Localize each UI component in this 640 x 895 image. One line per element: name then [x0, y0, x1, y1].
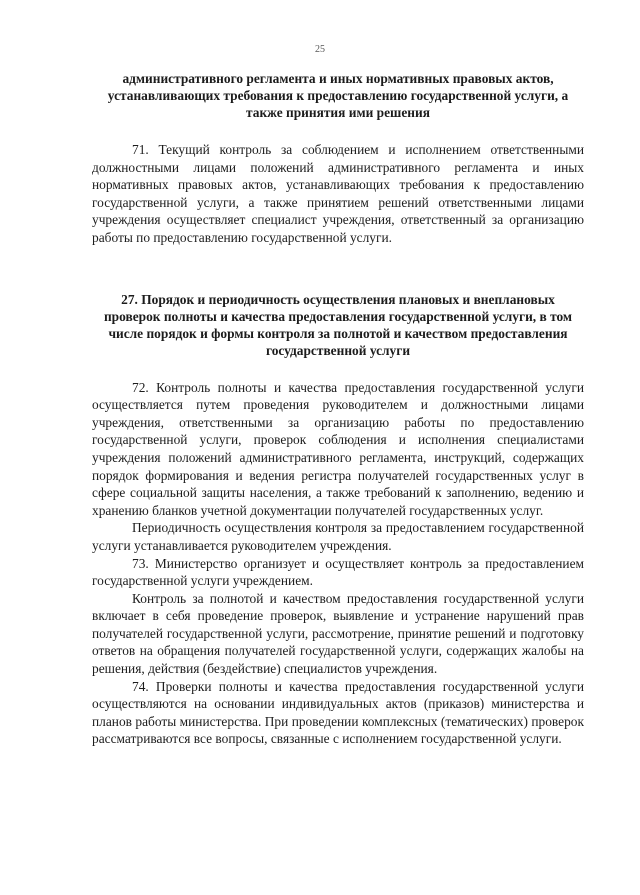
paragraph-74: 74. Проверки полноты и качества предоставления государственной услуги осуществляются на основании индивидуальных актов (приказов) министерства и планов работы министерства. При проведении комплексных (тематических) проверок рассматриваются все вопросы, связанные с исполнением государственной услуги.	[92, 678, 584, 747]
page-content	[92, 70, 584, 748]
paragraph-71: 71. Текущий контроль за соблюдением и исполнением ответственными должностными лицами положений административного регламента и иных нормативных правовых актов, устанавливающих требования к предоставлению государственной услуги, а также принятием решений ответственными лицами учреждения осуществляет специалист учреждения, ответственный за организацию работы по предоставлению государственной услуги.	[92, 142, 584, 245]
section-heading-27: 27. Порядок и периодичность осуществления плановых и внеплановых проверок полноты и качества предоставления государственной услуги, в том числе порядок и формы контроля за полнотой и качеством предоставления государственной услуги	[103, 291, 573, 358]
paragraph-periodicity: Периодичность осуществления контроля за предоставлением государственной услуги устанавливается руководителем учреждения.	[92, 520, 584, 553]
paragraph-control-scope: Контроль за полнотой и качеством предоставления государственной услуги включает в себя проведение проверок, выявление и устранение нарушений прав получателей государственной услуги, рассмотрение, принятие решений и подготовку ответов на обращения получателей государственной услуги, содержащих жалобы на решения, действия (бездействие) специалистов учреждения.	[92, 590, 584, 677]
section-heading-continued: административного регламента и иных нормативных правовых актов, устанавливающих требования к предоставлению государственной услуги, а также принятия ими решения	[107, 71, 569, 120]
paragraph-73: 73. Министерство организует и осуществляет контроль за предоставлением государственной услуги учреждением.	[92, 555, 584, 589]
paragraph-72: 72. Контроль полноты и качества предоставления государственной услуги осуществляется путем проведения руководителем и должностными лицами учреждения, ответственными за организацию работы по предоставлению государственной услуги, проверок соблюдения и исполнения специалистами учреждения положений административного регламента, инструкций, содержащих порядок формирования и ведения регистра получателей государственных услуг в сфере социальной защиты населения, а также требований к заполнению, ведению и хранению бланков учетной документации получателей государственных услуг.	[92, 379, 584, 518]
page-number: 25	[315, 44, 325, 55]
